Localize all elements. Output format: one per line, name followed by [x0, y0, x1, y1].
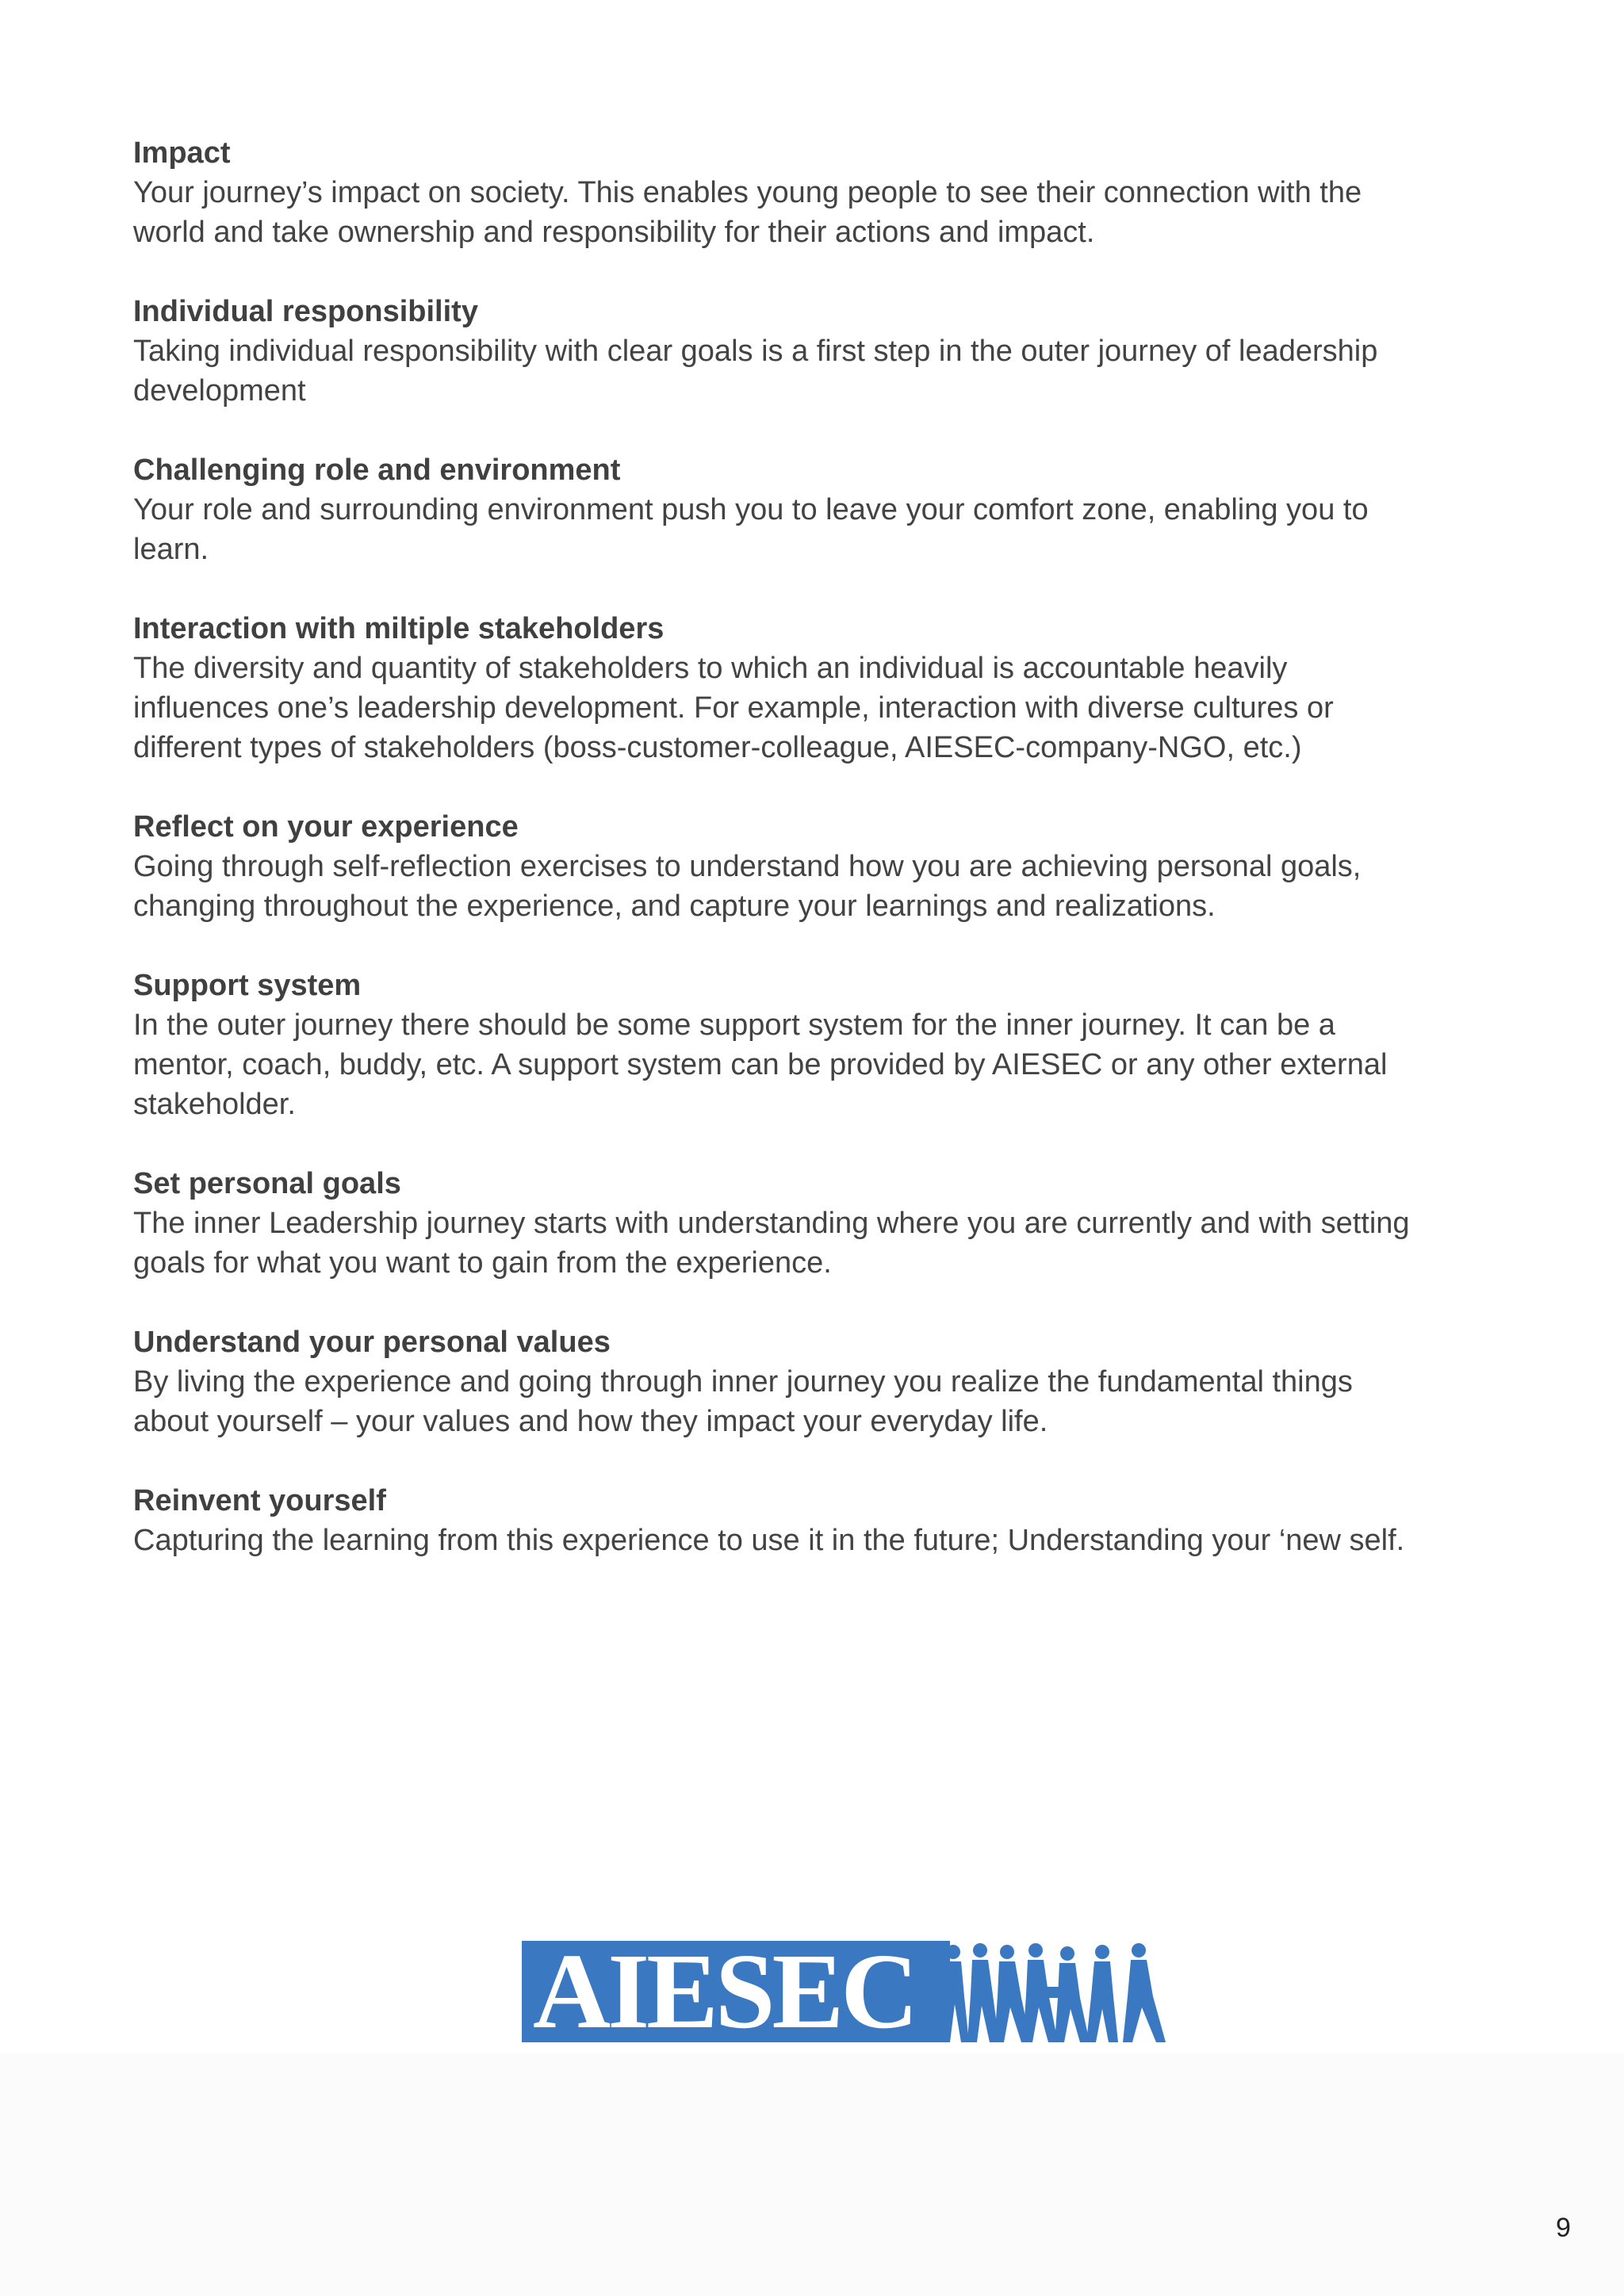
- section-heading: Individual responsibility: [133, 295, 478, 328]
- section-body: In the outer journey there should be some support system for the inner journey. It can be a mentor, coach, buddy, etc. A support system can be provided by AIESEC or any other external stakeholder.: [133, 1008, 1388, 1121]
- section-heading: Interaction with miltiple stakeholders: [133, 612, 665, 645]
- logo-box: [522, 1932, 950, 2051]
- section-personal-values: [133, 1322, 1529, 1441]
- section-heading: Impact: [133, 136, 231, 170]
- section-impact: [133, 133, 1529, 252]
- section-support-system: [133, 966, 1529, 1124]
- section-body: Capturing the learning from this experience to use it in the future; Understanding your ‘new self.: [133, 1524, 1405, 1557]
- section-stakeholders: [133, 609, 1529, 767]
- section-body: By living the experience and going through inner journey you realize the fundamental things about yourself – your values and how they impact your everyday life.: [133, 1365, 1353, 1438]
- section-heading: Set personal goals: [133, 1167, 401, 1200]
- page-number: 9: [1556, 2213, 1571, 2243]
- section-heading: Support system: [133, 969, 362, 1002]
- section-body: Taking individual responsibility with clear goals is a first step in the outer journey of leadership development: [133, 335, 1378, 408]
- section-challenging-role: [133, 450, 1529, 569]
- document-body: [133, 133, 1529, 1600]
- section-heading: Challenging role and environment: [133, 453, 621, 487]
- section-reinvent: [133, 1481, 1529, 1560]
- section-reflect: [133, 807, 1529, 926]
- logo-wordmark: AIESEC: [533, 1932, 916, 2051]
- walking-people-icon: [934, 1941, 1172, 2044]
- section-heading: Reflect on your experience: [133, 810, 519, 844]
- section-heading: Reinvent yourself: [133, 1484, 386, 1517]
- section-individual-responsibility: [133, 292, 1529, 411]
- section-body: Your journey’s impact on society. This enables young people to see their connection with the world and take ownership and responsibility for their actions and impact.: [133, 176, 1362, 249]
- section-heading: Understand your personal values: [133, 1326, 611, 1359]
- section-body: Your role and surrounding environment push you to leave your comfort zone, enabling you to learn.: [133, 493, 1369, 566]
- section-body: The diversity and quantity of stakeholders to which an individual is accountable heavily influences one’s leadership development. For example, interaction with diverse cultures or different types of stakeholders (boss-customer-colleague, AIESEC-company-NGO, etc.): [133, 652, 1334, 764]
- aiesec-logo: [522, 1932, 1172, 2051]
- section-personal-goals: [133, 1164, 1529, 1283]
- page-footer-band: [0, 2053, 1624, 2296]
- section-body: Going through self-reflection exercises to understand how you are achieving personal goals, changing throughout the experience, and capture your learnings and realizations.: [133, 850, 1362, 923]
- section-body: The inner Leadership journey starts with understanding where you are currently and with setting goals for what you want to gain from the experience.: [133, 1207, 1410, 1280]
